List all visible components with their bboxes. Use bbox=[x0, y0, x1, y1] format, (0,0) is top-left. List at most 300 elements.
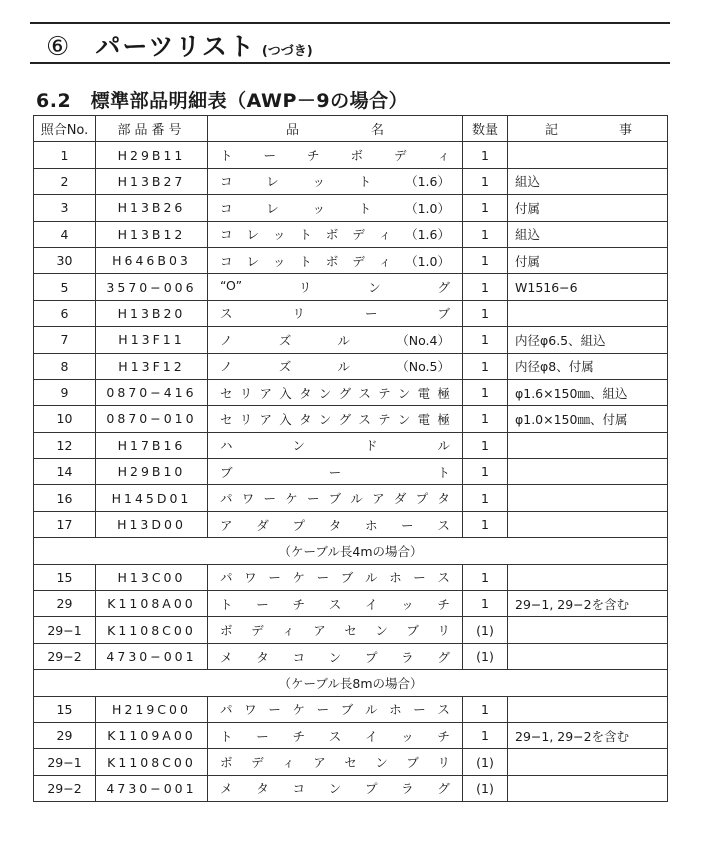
part-quantity: 1 bbox=[463, 696, 508, 722]
part-name-char: グ bbox=[338, 385, 352, 401]
part-name-char: ボ bbox=[325, 253, 339, 269]
table-row bbox=[34, 379, 668, 405]
part-number: H13F12 bbox=[96, 353, 208, 379]
part-name-char: パ bbox=[220, 702, 233, 718]
part-name bbox=[208, 221, 463, 247]
part-name-char: ス bbox=[358, 385, 371, 401]
part-ref-no: 15 bbox=[34, 564, 96, 590]
part-name-char: ボ bbox=[220, 623, 233, 639]
part-number: 4730−001 bbox=[96, 775, 208, 801]
chapter-title-suffix: (つづき) bbox=[261, 44, 313, 59]
part-ref-no: 6 bbox=[34, 300, 96, 326]
part-name-char: ル bbox=[337, 332, 351, 348]
header-code bbox=[96, 116, 208, 142]
part-name-char: デ bbox=[352, 227, 365, 243]
part-name bbox=[208, 247, 463, 273]
part-name-char: ッ bbox=[401, 596, 414, 612]
part-name-char: タ bbox=[256, 649, 269, 665]
part-name-char: ノ bbox=[220, 359, 233, 375]
part-name-char: メ bbox=[220, 649, 233, 665]
part-name-char: （1.6） bbox=[405, 174, 450, 190]
part-name-char: ー bbox=[328, 464, 342, 480]
part-name-char: コ bbox=[220, 174, 233, 190]
part-name bbox=[208, 379, 463, 405]
part-note: 内径φ6.5、組込 bbox=[508, 327, 668, 353]
part-name-char: メ bbox=[220, 781, 233, 797]
part-name-char: チ bbox=[437, 728, 450, 744]
part-name-char: ィ bbox=[378, 227, 392, 243]
part-name-char: ボ bbox=[325, 227, 339, 243]
part-name-char: ダ bbox=[256, 517, 269, 533]
part-name-char: ブ bbox=[220, 464, 233, 480]
part-note: W1516−6 bbox=[508, 274, 668, 300]
part-name-char: 極 bbox=[437, 385, 450, 401]
part-note bbox=[508, 511, 668, 537]
part-note: 29−1, 29−2を含む bbox=[508, 722, 668, 748]
part-quantity: (1) bbox=[463, 617, 508, 643]
part-name-char: ボ bbox=[350, 148, 363, 164]
part-ref-no: 8 bbox=[34, 353, 96, 379]
part-quantity: 1 bbox=[463, 564, 508, 590]
part-name-char: ー bbox=[413, 570, 426, 586]
part-name-char: プ bbox=[292, 517, 305, 533]
part-ref-no: 5 bbox=[34, 274, 96, 300]
part-name bbox=[208, 749, 463, 775]
part-name-char: ダ bbox=[393, 491, 407, 507]
part-quantity: 1 bbox=[463, 459, 508, 485]
part-name-char: ト bbox=[220, 728, 233, 744]
top-rule bbox=[30, 22, 670, 24]
part-name-char: （1.6） bbox=[405, 227, 450, 243]
part-name-char: パ bbox=[220, 570, 233, 586]
part-name-char: ブ bbox=[437, 306, 450, 322]
part-name-char: セ bbox=[220, 411, 233, 427]
part-name-char: ワ bbox=[244, 570, 257, 586]
part-name-char: ト bbox=[437, 464, 450, 480]
part-note bbox=[508, 459, 668, 485]
part-name bbox=[208, 406, 463, 432]
part-name-char: ス bbox=[328, 728, 342, 744]
part-quantity: 1 bbox=[463, 485, 508, 511]
table-row bbox=[34, 195, 668, 221]
part-note: 内径φ8、付属 bbox=[508, 353, 668, 379]
part-name bbox=[208, 274, 463, 300]
part-name-char: チ bbox=[437, 596, 450, 612]
part-name-char: パ bbox=[220, 491, 233, 507]
part-name-char: ィ bbox=[282, 755, 295, 771]
part-name-char: ー bbox=[316, 570, 330, 586]
part-name-char: リ bbox=[298, 280, 312, 296]
part-number: H29B11 bbox=[96, 142, 208, 168]
header-name-char: 品 bbox=[285, 123, 299, 139]
part-name bbox=[208, 775, 463, 801]
header-note-char: 事 bbox=[618, 123, 632, 139]
table-row bbox=[34, 432, 668, 458]
part-name-char: 極 bbox=[437, 411, 450, 427]
part-quantity: 1 bbox=[463, 195, 508, 221]
table-row bbox=[34, 775, 668, 801]
part-ref-no: 15 bbox=[34, 696, 96, 722]
part-name-char: ワ bbox=[244, 702, 257, 718]
table-row bbox=[34, 749, 668, 775]
part-name-char: リ bbox=[239, 411, 253, 427]
part-name-char: デ bbox=[393, 148, 407, 164]
part-name-char: （1.0） bbox=[405, 253, 450, 269]
part-number: 0870−416 bbox=[96, 379, 208, 405]
part-name-char: グ bbox=[437, 280, 450, 296]
part-name-char: （No.5） bbox=[396, 359, 450, 375]
part-name-char: ン bbox=[375, 623, 388, 639]
header-name-char: 名 bbox=[370, 123, 384, 139]
part-quantity: 1 bbox=[463, 406, 508, 432]
part-note bbox=[508, 775, 668, 801]
part-ref-no: 17 bbox=[34, 511, 96, 537]
part-name-char: プ bbox=[415, 491, 429, 507]
table-row bbox=[34, 485, 668, 511]
part-ref-no: 29 bbox=[34, 722, 96, 748]
part-name-char: ル bbox=[364, 570, 378, 586]
part-number: H219C00 bbox=[96, 696, 208, 722]
table-row bbox=[34, 353, 668, 379]
part-name-char: ー bbox=[268, 570, 281, 586]
part-name-char: タ bbox=[437, 491, 450, 507]
part-name bbox=[208, 591, 463, 617]
part-name-char: ト bbox=[299, 227, 312, 243]
part-name-char: グ bbox=[338, 411, 352, 427]
header-note bbox=[508, 116, 668, 142]
part-name-char: ッ bbox=[312, 200, 326, 216]
table-row bbox=[34, 564, 668, 590]
part-number: H13B20 bbox=[96, 300, 208, 326]
part-name-char: デ bbox=[352, 253, 365, 269]
part-quantity: (1) bbox=[463, 775, 508, 801]
part-name-char: ト bbox=[358, 174, 372, 190]
part-name-char: コ bbox=[220, 253, 233, 269]
part-name-char: ッ bbox=[312, 174, 326, 190]
part-name-char: ッ bbox=[272, 253, 286, 269]
part-name-char: ド bbox=[364, 438, 378, 454]
part-name-char: レ bbox=[246, 253, 259, 269]
part-name bbox=[208, 643, 463, 669]
part-name-char: プ bbox=[364, 649, 378, 665]
part-note: 付属 bbox=[508, 195, 668, 221]
part-name bbox=[208, 195, 463, 221]
table-row bbox=[34, 511, 668, 537]
part-name bbox=[208, 168, 463, 194]
part-ref-no: 29−1 bbox=[34, 749, 96, 775]
part-name-char: グ bbox=[437, 781, 450, 797]
part-name-char: ン bbox=[318, 385, 332, 401]
part-number: K1108C00 bbox=[96, 749, 208, 775]
part-number: H29B10 bbox=[96, 459, 208, 485]
part-quantity: 1 bbox=[463, 591, 508, 617]
part-ref-no: 29−2 bbox=[34, 775, 96, 801]
part-name-char: セ bbox=[344, 755, 357, 771]
part-name-char: レ bbox=[266, 200, 279, 216]
table-row bbox=[34, 274, 668, 300]
parts-table bbox=[33, 115, 668, 802]
part-name-char: ー bbox=[263, 491, 276, 507]
part-name-char: ワ bbox=[241, 491, 255, 507]
part-quantity: 1 bbox=[463, 300, 508, 326]
part-name-char: ン bbox=[292, 438, 305, 454]
part-name-char: ー bbox=[364, 306, 378, 322]
part-quantity: 1 bbox=[463, 247, 508, 273]
part-name-char: ホ bbox=[364, 517, 378, 533]
part-ref-no: 29 bbox=[34, 591, 96, 617]
part-note bbox=[508, 432, 668, 458]
part-note bbox=[508, 749, 668, 775]
part-quantity: 1 bbox=[463, 432, 508, 458]
part-note: 組込 bbox=[508, 168, 668, 194]
part-number: H145D01 bbox=[96, 485, 208, 511]
part-name-char: ア bbox=[372, 491, 385, 507]
table-section-caption-row bbox=[34, 670, 668, 696]
part-name-char: テ bbox=[378, 385, 391, 401]
part-name-char: ボ bbox=[220, 755, 233, 771]
part-note: 付属 bbox=[508, 247, 668, 273]
part-name-char: セ bbox=[220, 385, 233, 401]
part-note bbox=[508, 142, 668, 168]
part-name-char: リ bbox=[292, 306, 305, 322]
part-name-char: ン bbox=[328, 649, 342, 665]
table-row bbox=[34, 168, 668, 194]
table-section-caption: （ケーブル長8mの場合） bbox=[34, 670, 668, 696]
part-name-char: ル bbox=[337, 359, 351, 375]
part-name-char: ア bbox=[313, 755, 326, 771]
part-name-char: ス bbox=[437, 570, 450, 586]
part-name-char: ー bbox=[256, 596, 269, 612]
part-quantity: 1 bbox=[463, 511, 508, 537]
part-quantity: 1 bbox=[463, 274, 508, 300]
table-section-caption: （ケーブル長4mの場合） bbox=[34, 538, 668, 564]
part-ref-no: 4 bbox=[34, 221, 96, 247]
part-name-char: コ bbox=[292, 781, 305, 797]
part-name-char: ラ bbox=[401, 781, 414, 797]
part-name-char: ト bbox=[358, 200, 372, 216]
part-name-char: コ bbox=[220, 200, 233, 216]
header-no: 照合No. bbox=[34, 116, 96, 142]
part-name-char: ー bbox=[413, 702, 426, 718]
part-name bbox=[208, 722, 463, 748]
part-name-char: ト bbox=[299, 253, 312, 269]
part-note: 組込 bbox=[508, 221, 668, 247]
part-name-char: イ bbox=[364, 596, 378, 612]
part-name bbox=[208, 432, 463, 458]
part-ref-no: 29−2 bbox=[34, 643, 96, 669]
part-name-char: タ bbox=[256, 781, 269, 797]
part-name bbox=[208, 459, 463, 485]
part-name-char: ト bbox=[220, 148, 233, 164]
part-number: H646B03 bbox=[96, 247, 208, 273]
part-quantity: 1 bbox=[463, 722, 508, 748]
part-quantity: 1 bbox=[463, 353, 508, 379]
part-name-char: ハ bbox=[220, 438, 233, 454]
part-name-char: ン bbox=[375, 755, 388, 771]
part-name bbox=[208, 485, 463, 511]
part-name-char: タ bbox=[299, 411, 312, 427]
part-note bbox=[508, 564, 668, 590]
part-name-char: コ bbox=[220, 227, 233, 243]
part-name-char: デ bbox=[251, 755, 264, 771]
part-name-char: ッ bbox=[272, 227, 286, 243]
part-ref-no: 9 bbox=[34, 379, 96, 405]
part-name-char: ケ bbox=[285, 491, 298, 507]
part-quantity: 1 bbox=[463, 168, 508, 194]
part-number: H13B27 bbox=[96, 168, 208, 194]
part-name-char: ー bbox=[306, 491, 320, 507]
table-row bbox=[34, 643, 668, 669]
part-number: H13B26 bbox=[96, 195, 208, 221]
part-ref-no: 1 bbox=[34, 142, 96, 168]
part-name-char: （1.0） bbox=[405, 200, 450, 216]
part-name-char: ー bbox=[263, 148, 276, 164]
part-name-char: “O” bbox=[220, 278, 243, 294]
part-name-char: ー bbox=[316, 702, 330, 718]
part-ref-no: 3 bbox=[34, 195, 96, 221]
part-name-char: プ bbox=[364, 781, 378, 797]
part-number: 0870−010 bbox=[96, 406, 208, 432]
part-ref-no: 12 bbox=[34, 432, 96, 458]
chapter-number: ⑥ bbox=[46, 32, 70, 62]
part-name-char: ス bbox=[220, 306, 233, 322]
part-name-char: イ bbox=[364, 728, 378, 744]
section-heading: 6.2 標準部品明細表（AWP－9の場合） bbox=[36, 90, 409, 112]
part-name-char: ン bbox=[318, 411, 332, 427]
part-name-char: デ bbox=[251, 623, 264, 639]
part-name-char: リ bbox=[437, 623, 450, 639]
part-name-char: タ bbox=[328, 517, 342, 533]
part-quantity: 1 bbox=[463, 379, 508, 405]
part-name-char: ノ bbox=[220, 332, 233, 348]
part-number: 3570−006 bbox=[96, 274, 208, 300]
part-note bbox=[508, 696, 668, 722]
part-number: H13D00 bbox=[96, 511, 208, 537]
table-section-caption-row bbox=[34, 538, 668, 564]
part-name-char: ブ bbox=[406, 755, 419, 771]
part-name-char: ィ bbox=[437, 148, 450, 164]
part-ref-no: 14 bbox=[34, 459, 96, 485]
part-name-char: ス bbox=[358, 411, 371, 427]
part-name-char: ズ bbox=[278, 359, 292, 375]
part-number: H13F11 bbox=[96, 327, 208, 353]
part-name-char: （No.4） bbox=[396, 332, 450, 348]
part-name-char: ン bbox=[397, 385, 411, 401]
part-ref-no: 7 bbox=[34, 327, 96, 353]
part-number: H13C00 bbox=[96, 564, 208, 590]
table-row bbox=[34, 591, 668, 617]
part-name-char: ン bbox=[328, 781, 342, 797]
part-quantity: 1 bbox=[463, 221, 508, 247]
part-name-char: ー bbox=[401, 517, 414, 533]
header-name bbox=[208, 116, 463, 142]
part-name-char: ケ bbox=[292, 570, 305, 586]
part-name-char: ズ bbox=[278, 332, 292, 348]
table-row bbox=[34, 300, 668, 326]
part-name-char: ラ bbox=[401, 649, 414, 665]
part-number: K1108A00 bbox=[96, 591, 208, 617]
part-name-char: 電 bbox=[417, 385, 431, 401]
part-name-char: ア bbox=[259, 411, 273, 427]
part-name-char: ホ bbox=[389, 570, 402, 586]
table-row bbox=[34, 459, 668, 485]
part-name bbox=[208, 696, 463, 722]
part-ref-no: 30 bbox=[34, 247, 96, 273]
part-name-char: チ bbox=[292, 728, 305, 744]
part-name-char: 入 bbox=[279, 385, 292, 401]
part-ref-no: 16 bbox=[34, 485, 96, 511]
part-name-char: ッ bbox=[401, 728, 414, 744]
part-name-char: リ bbox=[437, 755, 450, 771]
title-bottom-rule bbox=[30, 62, 670, 64]
table-header-row bbox=[34, 116, 668, 142]
table-row bbox=[34, 722, 668, 748]
part-name-char: ア bbox=[259, 385, 273, 401]
part-number: K1109A00 bbox=[96, 722, 208, 748]
part-name-char: タ bbox=[299, 385, 312, 401]
part-name-char: チ bbox=[306, 148, 320, 164]
part-name-char: ィ bbox=[282, 623, 295, 639]
header-note-char: 記 bbox=[545, 123, 559, 139]
part-name-char: ト bbox=[220, 596, 233, 612]
part-name bbox=[208, 300, 463, 326]
part-note bbox=[508, 485, 668, 511]
part-name-char: 電 bbox=[417, 411, 431, 427]
part-quantity: 1 bbox=[463, 327, 508, 353]
part-note bbox=[508, 643, 668, 669]
part-name-char: テ bbox=[378, 411, 391, 427]
part-name-char: ブ bbox=[340, 702, 354, 718]
part-number: 4730−001 bbox=[96, 643, 208, 669]
part-name bbox=[208, 353, 463, 379]
part-name-char: ィ bbox=[378, 253, 392, 269]
part-name bbox=[208, 564, 463, 590]
part-name-char: ア bbox=[220, 517, 233, 533]
part-name-char: ス bbox=[328, 596, 342, 612]
part-ref-no: 10 bbox=[34, 406, 96, 432]
part-note bbox=[508, 300, 668, 326]
part-note bbox=[508, 617, 668, 643]
part-number: H17B16 bbox=[96, 432, 208, 458]
part-note: 29−1, 29−2を含む bbox=[508, 591, 668, 617]
part-ref-no: 2 bbox=[34, 168, 96, 194]
table-row bbox=[34, 221, 668, 247]
table-row bbox=[34, 142, 668, 168]
part-name-char: チ bbox=[292, 596, 305, 612]
header-qty: 数量 bbox=[463, 116, 508, 142]
part-name bbox=[208, 617, 463, 643]
part-name-char: ン bbox=[397, 411, 411, 427]
part-name-char: ア bbox=[313, 623, 326, 639]
part-name-char: ブ bbox=[340, 570, 354, 586]
chapter-title: パーツリスト bbox=[95, 32, 256, 61]
page-title bbox=[46, 27, 313, 61]
part-name-char: セ bbox=[344, 623, 357, 639]
part-name-char: ル bbox=[350, 491, 363, 507]
table-row bbox=[34, 696, 668, 722]
part-name-char: ル bbox=[364, 702, 378, 718]
part-name-char: グ bbox=[437, 649, 450, 665]
part-note: φ1.6×150㎜、組込 bbox=[508, 379, 668, 405]
part-name-char: ル bbox=[437, 438, 450, 454]
parts-table-body bbox=[34, 142, 668, 802]
table-row bbox=[34, 406, 668, 432]
part-name-char: ン bbox=[368, 280, 381, 296]
part-name-char: ス bbox=[437, 702, 450, 718]
part-name-char: ブ bbox=[406, 623, 419, 639]
part-note: φ1.0×150㎜、付属 bbox=[508, 406, 668, 432]
part-name-char: レ bbox=[246, 227, 259, 243]
